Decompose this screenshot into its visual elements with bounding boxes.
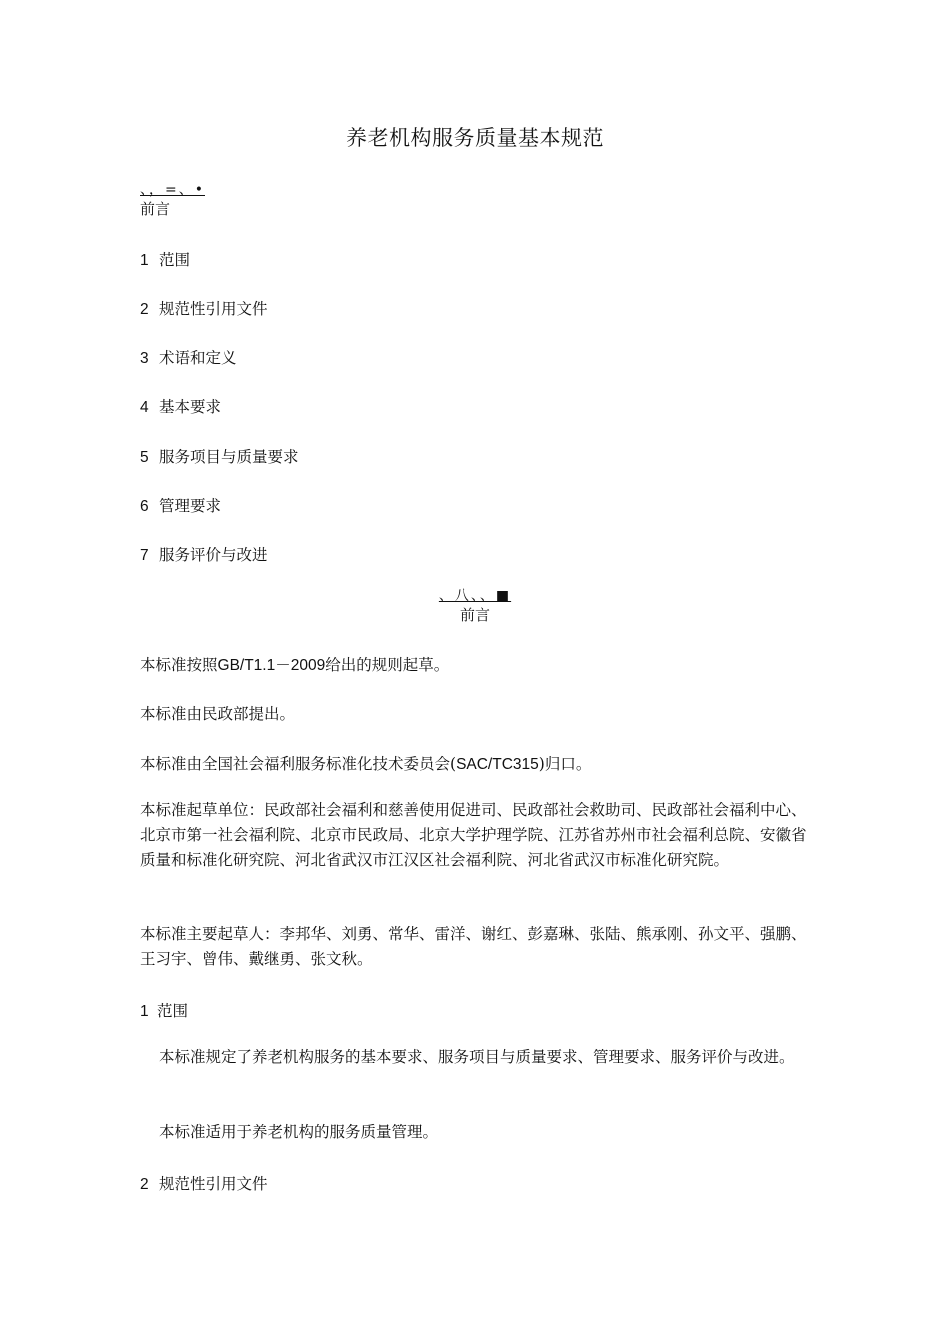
section-paragraph: 本标准适用于养老机构的服务质量管理。 <box>159 1123 439 1141</box>
toc-item-number: 4 <box>140 399 149 416</box>
toc-item <box>140 446 299 469</box>
text-run: 给出的规则起草。 <box>325 656 450 674</box>
toc-item-label: 范围 <box>159 251 191 269</box>
document-title: 养老机构服务质量基本规范 <box>346 126 604 150</box>
foreword-paragraph <box>140 653 812 678</box>
foreword-garbled-marks: 、八、、■ <box>438 588 512 604</box>
toc-item <box>140 396 221 419</box>
toc-garbled-marks: 、，=、• <box>140 182 205 198</box>
toc-item-number: 6 <box>140 498 149 515</box>
section-heading <box>140 1173 268 1196</box>
foreword-heading: 前言 <box>459 606 490 624</box>
toc-item <box>140 495 221 518</box>
toc-item-label: 服务项目与质量要求 <box>159 448 299 466</box>
toc-foreword-label: 前言 <box>140 200 171 218</box>
section-number: 2 <box>140 1176 149 1193</box>
section-paragraph: 本标准规定了养老机构服务的基本要求、服务项目与质量要求、管理要求、服务评价与改进。 <box>159 1048 795 1066</box>
section-title: 范围 <box>157 1002 189 1020</box>
text-run: 本标准由全国社会福利服务标准化技术委员会( <box>140 755 457 773</box>
foreword-paragraph-drafters: 本标准主要起草人：李邦华、刘勇、常华、雷洋、谢红、彭嘉琳、张陆、熊承刚、孙文平、强鹏、王习宇、曾伟、戴继勇、张文秋。 <box>140 925 807 968</box>
toc-item-label: 基本要求 <box>159 398 222 416</box>
toc-item <box>140 544 268 567</box>
section-number: 1 <box>140 1003 149 1020</box>
toc-item-number: 1 <box>140 252 149 269</box>
toc-item-label: 服务评价与改进 <box>159 546 268 564</box>
toc-item-number: 5 <box>140 449 149 466</box>
section-heading <box>140 1000 188 1023</box>
toc-item-label: 术语和定义 <box>159 349 237 367</box>
standard-code: GB/T1.1－2009 <box>217 657 326 674</box>
text-run: 本标准按照 <box>140 656 218 674</box>
toc-item <box>140 347 237 370</box>
foreword-paragraph: 本标准由民政部提出。 <box>140 705 296 723</box>
foreword-paragraph-drafting-units: 本标准起草单位：民政部社会福利和慈善使用促进司、民政部社会救助司、民政部社会福利中心、北京市第一社会福利院、北京市民政局、北京大学护理学院、江苏省苏州市社会福利总院、安徽省质量和标准化研究院、河北省武汉市江汉区社会福利院、河北省武汉市标准化研究院。 <box>140 801 807 869</box>
section-title: 规范性引用文件 <box>159 1175 268 1193</box>
toc-item-label: 规范性引用文件 <box>159 300 268 318</box>
toc-item <box>140 249 190 272</box>
foreword-paragraph <box>140 752 812 777</box>
committee-code: SAC/TC315 <box>456 756 539 773</box>
text-run: )归口。 <box>538 755 592 773</box>
toc-item-number: 3 <box>140 350 149 367</box>
toc-item-label: 管理要求 <box>159 497 222 515</box>
toc-item <box>140 298 268 321</box>
toc-item-number: 7 <box>140 547 149 564</box>
toc-item-number: 2 <box>140 301 149 318</box>
